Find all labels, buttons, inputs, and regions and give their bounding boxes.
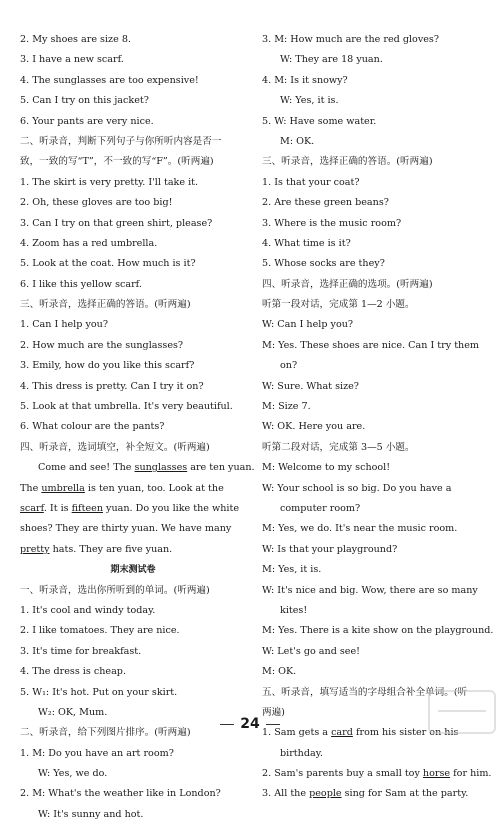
text-line: W: It's nice and big. Wow, there are so many (262, 584, 478, 596)
text-line: 2. My shoes are size 8. (20, 34, 131, 45)
text-line: 5. W: Have some water. (262, 115, 377, 127)
text-line: M: Yes. There is a kite show on the playground. (262, 625, 494, 637)
fill-text: for him. (450, 768, 492, 780)
section-heading: 二、听录音，判断下列句子与你所听内容是否一 (20, 135, 222, 147)
passage-line (20, 540, 246, 560)
section-heading: 两遍) (262, 706, 285, 718)
right-column (262, 30, 494, 805)
text-line: W: They are 18 yuan. (280, 54, 383, 66)
text-line: 1. Is that your coat? (262, 176, 360, 188)
text-line: M: Yes, it is. (262, 564, 322, 576)
text-line: 4. What time is it? (262, 237, 351, 249)
text-line: 3. I have a new scarf. (20, 54, 124, 66)
fill-text: from his sister on his (352, 727, 459, 739)
passage-line (20, 499, 246, 519)
text-line: W: Your school is so big. Do you have a (262, 482, 452, 494)
section-heading: 三、听录音，选择正确的答语。(听两遍) (20, 299, 191, 311)
text-line: 3. It's time for breakfast. (20, 645, 142, 657)
text-line: kites! (280, 604, 308, 616)
text-line: 4. This dress is pretty. Can I try it on? (20, 380, 204, 392)
text-line: 1. Can I help you? (20, 319, 108, 331)
passage-line (20, 479, 246, 499)
passage-text: yuan. Do you like the white (103, 502, 240, 514)
text-line: W: Let's go and see! (262, 645, 361, 657)
filled-blank: people (309, 788, 342, 800)
text-line: W: It's sunny and hot. (38, 808, 144, 820)
text-line: 4. The sunglasses are too expensive! (20, 74, 199, 86)
text-line: 3. Emily, how do you like this scarf? (20, 360, 195, 372)
text-line: 1. M: Do you have an art room? (20, 747, 174, 759)
fill-line: birthday. (280, 747, 323, 759)
passage-line (20, 458, 255, 478)
section-heading: 四、听录音，选词填空，补全短文。(听两遍) (20, 441, 210, 453)
text-line: 2. M: What's the weather like in London? (20, 788, 221, 800)
section-heading: 致，一致的写“T”，不一致的写“F”。(听两遍) (20, 156, 214, 168)
text-line: 听第一段对话，完成第 1—2 小题。 (262, 299, 415, 311)
fill-line (262, 784, 480, 804)
text-line: computer room? (280, 502, 361, 514)
passage-text: is ten yuan, too. Look at the (84, 482, 224, 494)
text-line: 2. Oh, these gloves are too big! (20, 197, 173, 209)
filled-blank: card (331, 727, 353, 739)
text-line: M: OK. (280, 135, 315, 147)
text-line: W: Yes, it is. (280, 95, 339, 107)
text-line: W: OK. Here you are. (262, 421, 366, 433)
text-line: 5. W₁: It's hot. Put on your skirt. (20, 686, 178, 698)
text-line: M: Size 7. (262, 401, 311, 413)
text-line: M: Welcome to my school! (262, 462, 391, 474)
filled-blank: pretty (20, 543, 50, 555)
text-line: 4. The dress is cheap. (20, 666, 126, 678)
text-line: 6. I like this yellow scarf. (20, 278, 142, 290)
fill-text: 3. All the (262, 788, 310, 800)
section-heading: 三、听录音，选择正确的答语。(听两遍) (262, 156, 433, 168)
text-line: 4. Zoom has a red umbrella. (20, 237, 158, 249)
filled-blank: scarf (20, 502, 44, 514)
section-heading: 一、听录音，选出你所听到的单词。(听两遍) (20, 584, 210, 596)
filled-blank: umbrella (41, 482, 85, 494)
text-line: on? (280, 360, 298, 372)
text-line: W₂: OK, Mum. (38, 706, 108, 718)
text-line: 3. M: How much are the red gloves? (262, 34, 439, 45)
text-line: 2. How much are the sunglasses? (20, 339, 184, 351)
text-line: 6. What colour are the pants? (20, 421, 165, 433)
text-line: 5. Whose socks are they? (262, 258, 385, 270)
dash-left (220, 724, 234, 725)
text-line: M: OK. (262, 666, 297, 678)
exam-title: 期末测试卷 (110, 565, 156, 576)
text-line: 5. Can I try on this jacket? (20, 95, 149, 107)
section-heading: 五、听录音，填写适当的字母组合补全单词。(听 (262, 686, 468, 698)
passage-text: are ten yuan. (187, 462, 255, 474)
passage-text: hats. They are five yuan. (49, 543, 173, 555)
section-heading: 四、听录音，选择正确的选项。(听两遍) (262, 278, 433, 290)
text-line: 1. It's cool and windy today. (20, 604, 156, 616)
page-number-value: 24 (240, 716, 260, 732)
filled-blank: fifteen (71, 502, 103, 514)
fill-line (262, 764, 492, 784)
fill-text: 1. Sam gets a (262, 727, 332, 739)
passage-line: shoes? They are thirty yuan. We have many (20, 523, 232, 535)
text-line: M: Yes. These shoes are nice. Can I try them (262, 339, 480, 351)
text-line: 4. M: Is it snowy? (262, 74, 348, 86)
watermark-logo (428, 690, 496, 734)
page-number (0, 716, 500, 732)
section-heading: 二、听录音，给下列图片排序。(听两遍) (20, 727, 191, 739)
fill-text: 2. Sam's parents buy a small toy (262, 768, 423, 780)
text-line: 听第二段对话，完成第 3—5 小题。 (262, 441, 415, 453)
text-line: 2. Are these green beans? (262, 197, 389, 209)
text-line: 5. Look at that umbrella. It's very beautiful. (20, 401, 233, 413)
passage-text: Come and see! The (38, 462, 135, 474)
text-line: M: Yes, we do. It's near the music room. (262, 523, 458, 535)
text-line: 3. Can I try on that green shirt, please? (20, 217, 213, 229)
fill-text: sing for Sam at the party. (341, 788, 469, 800)
text-line: W: Sure. What size? (262, 380, 359, 392)
text-line: W: Is that your playground? (262, 543, 398, 555)
text-line: W: Can I help you? (262, 319, 354, 331)
dash-right (266, 724, 280, 725)
text-line: 6. Your pants are very nice. (20, 115, 154, 127)
text-line: 1. The skirt is very pretty. I'll take it. (20, 176, 199, 188)
text-line: 3. Where is the music room? (262, 217, 402, 229)
passage-text: The (20, 482, 42, 494)
filled-blank: sunglasses (134, 462, 188, 474)
text-line: 5. Look at the coat. How much is it? (20, 258, 196, 270)
text-line: 2. I like tomatoes. They are nice. (20, 625, 180, 637)
filled-blank: horse (422, 768, 451, 780)
passage-text: . It is (43, 502, 72, 514)
text-line: W: Yes, we do. (38, 768, 108, 780)
